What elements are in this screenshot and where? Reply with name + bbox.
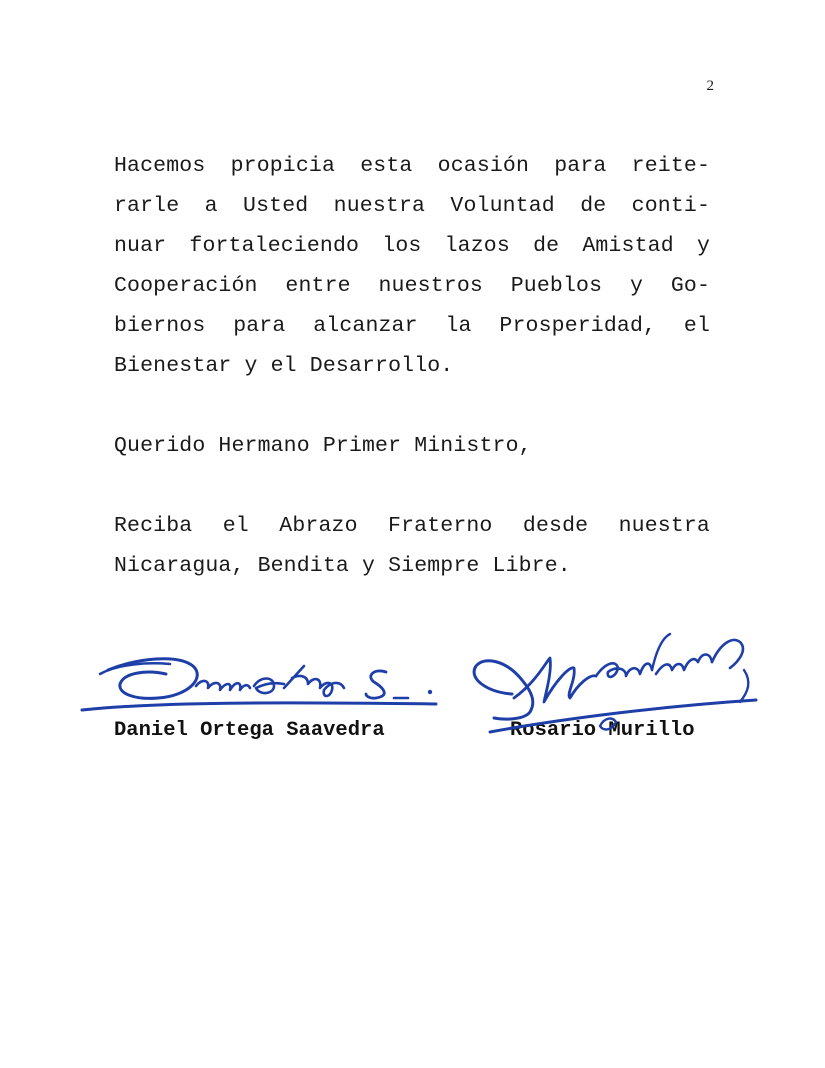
paragraph-line: Hacemos propicia esta ocasión para reite-	[114, 154, 710, 178]
paragraph-line: Cooperación entre nuestros Pueblos y Go-	[114, 274, 710, 298]
signature-daniel-ortega	[78, 640, 438, 720]
paragraph-line: rarle a Usted nuestra Voluntad de conti-	[114, 194, 710, 218]
signature-rosario-murillo	[466, 622, 766, 747]
paragraph-line: Reciba el Abrazo Fraterno desde nuestra	[114, 514, 710, 538]
paragraph-line: Bienestar y el Desarrollo.	[114, 354, 454, 378]
farewell-paragraph	[114, 506, 710, 586]
page-number: 2	[706, 78, 714, 94]
salutation	[114, 426, 710, 466]
paragraph-line: biernos para alcanzar la Prosperidad, el	[114, 314, 710, 338]
paragraph-line: nuar fortaleciendo los lazos de Amistad y	[114, 234, 710, 258]
paragraph-line: Nicaragua, Bendita y Siempre Libre.	[114, 554, 571, 578]
closing-paragraph	[114, 146, 710, 386]
signer-name-ortega: Daniel Ortega Saavedra	[114, 719, 385, 742]
signer-name-murillo: Rosario Murillo	[510, 719, 695, 742]
paragraph-line: Querido Hermano Primer Ministro,	[114, 434, 532, 458]
